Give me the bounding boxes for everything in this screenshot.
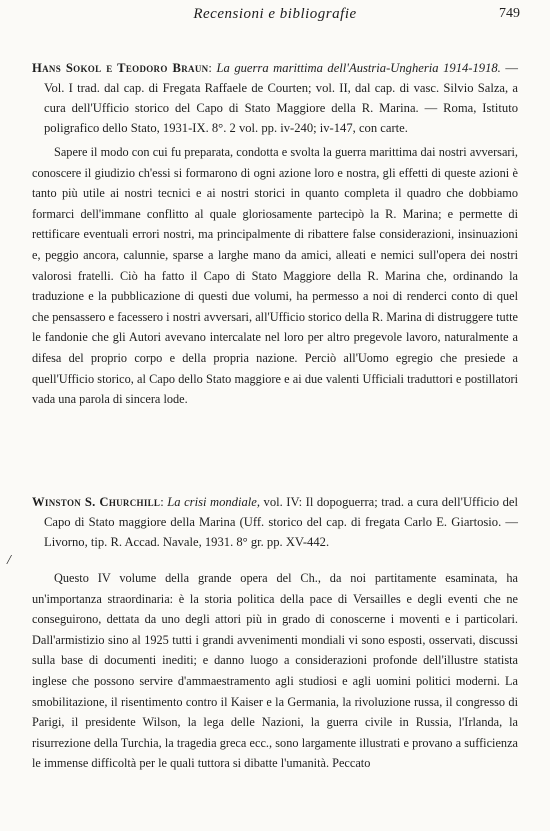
publication-details: — Vol. I trad. dal cap. di Fregata Raffaele de Courten; vol. II, dal cap. di vasc. Silvio Salza, a cura dell'Ufficio storico del Capo di Stato Maggiore della R. Marina. — Roma, Istituto poligrafico dello Stato, 1931-IX. 8°. 2 vol. pp. iv-240; iv-147, con carte.: [44, 61, 518, 135]
citation: Hans Sokol e Teodoro Braun: La guerra marittima dell'Austria-Ungheria 1914-1918. — Vol. I trad. dal cap. di Fregata Raffaele de Courten; vol. II, dal cap. di vasc. Silvio Salza, a cura dell'Ufficio storico del Capo di Stato Maggiore della R. Marina. — Roma, Istituto poligrafico dello Stato, 1931-IX. 8°. 2 vol. pp. iv-240; iv-147, con carte.: [32, 61, 518, 135]
author-names: Winston S. Churchill: [32, 495, 161, 509]
review-entry-churchill: [32, 492, 518, 774]
publication-details: vol. IV: Il dopoguerra; trad. a cura dell'Ufficio del Capo di Stato maggiore della Marina (Uff. storico del cap. di fregata Carlo E. Giartosio. — Livorno, tip. R. Accad. Navale, 1931. 8° gr. pp. XV-442.: [44, 495, 518, 549]
page-number: 749: [499, 6, 520, 21]
page-header: [0, 4, 550, 26]
citation: Winston S. Churchill: La crisi mondiale, vol. IV: Il dopoguerra; trad. a cura dell'Ufficio del Capo di Stato maggiore della Marina (Uff. storico del cap. di fregata Carlo E. Giartosio. — Livorno, tip. R. Accad. Navale, 1931. 8° gr. pp. XV-442.: [32, 495, 518, 549]
author-names: Hans Sokol e Teodoro Braun: [32, 61, 209, 75]
book-title: La guerra marittima dell'Austria-Ungheria 1914-1918.: [216, 61, 501, 75]
margin-mark: /: [7, 553, 11, 568]
running-head: Recensioni e bibliografie: [193, 6, 357, 22]
review-entry-sokol-braun: [32, 58, 518, 410]
review-body: Sapere il modo con cui fu preparata, condotta e svolta la guerra marittima dai nostri avversari, conoscere il giudizio ch'essi si formarono di ogni azione loro e nostra, gli effetti di queste azioni è tanto più utile ai nostri tecnici e ai nostri storici in quanto completa il quadro che dobbiamo formarci dell'immane conflitto al quale gloriosamente partecipò la R. Marina; e permette di rettificare eventuali errori nostri, ma principalmente di ribattere false considerazioni, insinuazioni e, peggio ancora, calunnie, sparse a larghe mano da amici, alleati e nemici sull'opera dei nostri valorosi fratelli. Ciò ha fatto il Capo di Stato Maggiore della R. Marina che, ordinando la traduzione e la pubblicazione di questi due volumi, ha permesso a noi di renderci conto di quel che pensassero e facessero i nostri avversari, all'Ufficio storico della R. Marina di distruggere tutte le fandonie che gli Autori avevano intercalate nel loro per altro pregevole lavoro, naturalmente a difesa del proprio corpo e della propria nazione. Perciò all'Uomo egregio che presiede a quell'Ufficio storico, al Capo dello Stato maggiore e ai due valenti Ufficiali traduttori e postillatori vada una parola di sincera lode.: [32, 145, 518, 407]
book-title: La crisi mondiale,: [167, 495, 261, 509]
review-body: Questo IV volume della grande opera del Ch., da noi partitamente esaminata, ha un'importanza straordinaria: è la storia politica della pace di Versailles e degli eventi che ne conseguirono, dettata da uno degli attori più in grado di conoscerne i moventi e i particolari. Dall'armistizio sino al 1925 tutti i grandi avvenimenti mondiali vi sono esposti, osservati, discussi sulla base di documenti inediti; e danno luogo a considerazioni profonde dell'illustre statista inglese che possono servire d'ammaestramento agli studiosi e agli uomini politici moderni. La smobilitazione, il risentimento contro il Kaiser e la Germania, la rivoluzione russa, il congresso di Parigi, il presidente Wilson, la lega delle Nazioni, la guerra civile in Russia, l'Irlanda, la risurrezione della Turchia, la tragedia greca ecc., sono largamente illustrati e provano a sufficienza le immense difficoltà per le quali tuttora si dibatte l'umanità. Peccato: [32, 571, 518, 771]
